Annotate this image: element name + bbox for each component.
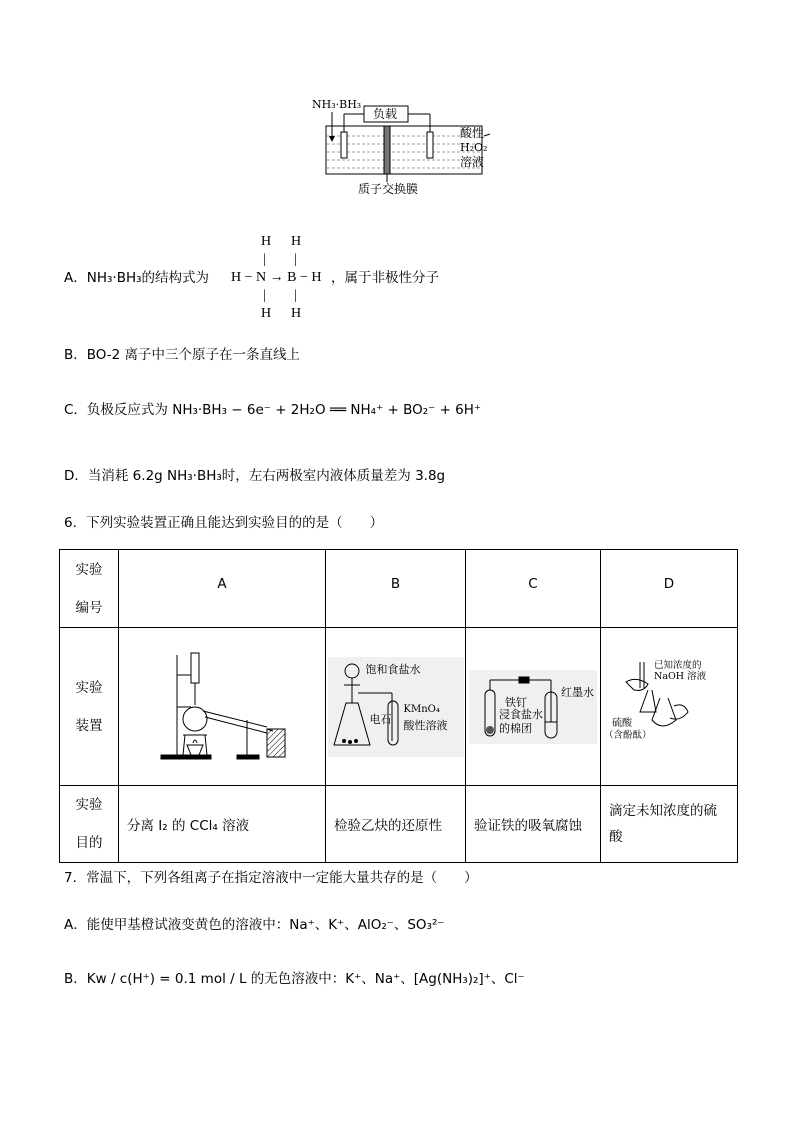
label-sulfuric-2: （含酚酞） (604, 729, 652, 741)
acetylene-apparatus (328, 657, 464, 757)
col-d-header: D (601, 550, 738, 628)
option-5b: B．BO-2 离子中三个原子在一条直线上 (64, 347, 301, 363)
label-acidic-solution: 酸性溶液 (403, 718, 448, 732)
purpose-b: 检验乙炔的还原性 (326, 786, 466, 863)
load-label: 负载 (373, 107, 398, 121)
setup-c-cell (466, 628, 601, 786)
solution-label: 溶液 (460, 155, 485, 169)
structure-h-top-right: H (291, 234, 302, 249)
label-known-conc-2: NaOH 溶液 (654, 670, 707, 682)
option-7a: A．能使甲基橙试液变黄色的溶液中：Na⁺、K⁺、AlO₂⁻、SO₃²⁻ (64, 917, 445, 933)
label-carbide: 电石 (369, 712, 392, 726)
titration-apparatus (604, 659, 734, 752)
label-red-ink: 红墨水 (561, 685, 594, 699)
option-7b: B．Kw / c(H⁺) = 0.1 mol / L 的无色溶液中：K⁺、Na⁺、[Ag(NH₃)₂]⁺、Cl⁻ (64, 971, 525, 987)
question-7-stem: 7．常温下，下列各组离子在指定溶液中一定能大量共存的是（ ） (64, 870, 478, 886)
question-6-stem: 6．下列实验装置正确且能达到实验目的的是（ ） (64, 515, 384, 531)
membrane-label: 质子交换膜 (358, 182, 419, 196)
label-saturated-salt-water: 饱和食盐水 (365, 662, 421, 676)
table-row-setup (60, 628, 738, 786)
fuel-cell-diagram (300, 92, 500, 202)
row-label-setup: 实验 装置 (60, 628, 119, 786)
label-salt-cotton-2: 的棉团 (499, 721, 532, 735)
purpose-a: 分离 I₂ 的 CCl₄ 溶液 (119, 786, 326, 863)
label-known-conc-1: 已知浓度的 (654, 659, 702, 671)
label-kmno4: KMnO₄ (403, 703, 440, 715)
option-5a-prefix: A．NH₃·BH₃的结构式为 (64, 270, 210, 286)
setup-a-cell (119, 628, 326, 786)
label-sulfuric-1: 硫酸 (612, 717, 632, 729)
option-5c: C．负极反应式为 NH₃·BH₃ − 6e⁻ + 2H₂O ══ NH₄⁺ + BO₂⁻ + 6H⁺ (64, 402, 482, 418)
option-5d: D．当消耗 6.2g NH₃·BH₃时，左右两极室内液体质量差为 3.8g (64, 468, 446, 484)
structure-bond-top-right: | (294, 252, 297, 267)
purpose-c: 验证铁的吸氧腐蚀 (466, 786, 601, 863)
distillation-apparatus-image (147, 645, 297, 765)
setup-b-cell (326, 628, 466, 786)
col-a-header: A (119, 550, 326, 628)
corrosion-apparatus (469, 670, 597, 744)
col-c-header: C (466, 550, 601, 628)
setup-d-cell (601, 628, 738, 786)
h2o2-label: H₂O₂ (460, 141, 488, 154)
structure-h-top-left: H (261, 234, 272, 249)
structure-bond-bottom-right: | (294, 288, 297, 303)
purpose-d: 滴定未知浓度的硫 酸 (601, 786, 738, 863)
acid-label: 酸性 (460, 126, 485, 140)
col-b-header: B (326, 550, 466, 628)
row-label-id: 实验 编号 (60, 550, 119, 628)
structure-h-bottom-right: H (291, 306, 302, 321)
option-5a (64, 269, 209, 287)
table-row-id (60, 550, 738, 628)
structure-bond-top-left: | (263, 252, 266, 267)
structure-bond-bottom-left: | (263, 288, 266, 303)
structure-main-line: H − N → B − H (231, 270, 322, 285)
cell-reactant-label: NH₃·BH₃ (312, 98, 362, 111)
row-label-purpose: 实验 目的 (60, 786, 119, 863)
experiment-table (59, 549, 738, 863)
structure-h-bottom-left: H (261, 306, 272, 321)
table-row-purpose (60, 786, 738, 863)
option-5a-suffix: ，属于非极性分子 (331, 270, 439, 286)
label-nail: 铁钉 (505, 695, 527, 709)
label-salt-cotton-1: 浸食盐水 (499, 707, 543, 721)
